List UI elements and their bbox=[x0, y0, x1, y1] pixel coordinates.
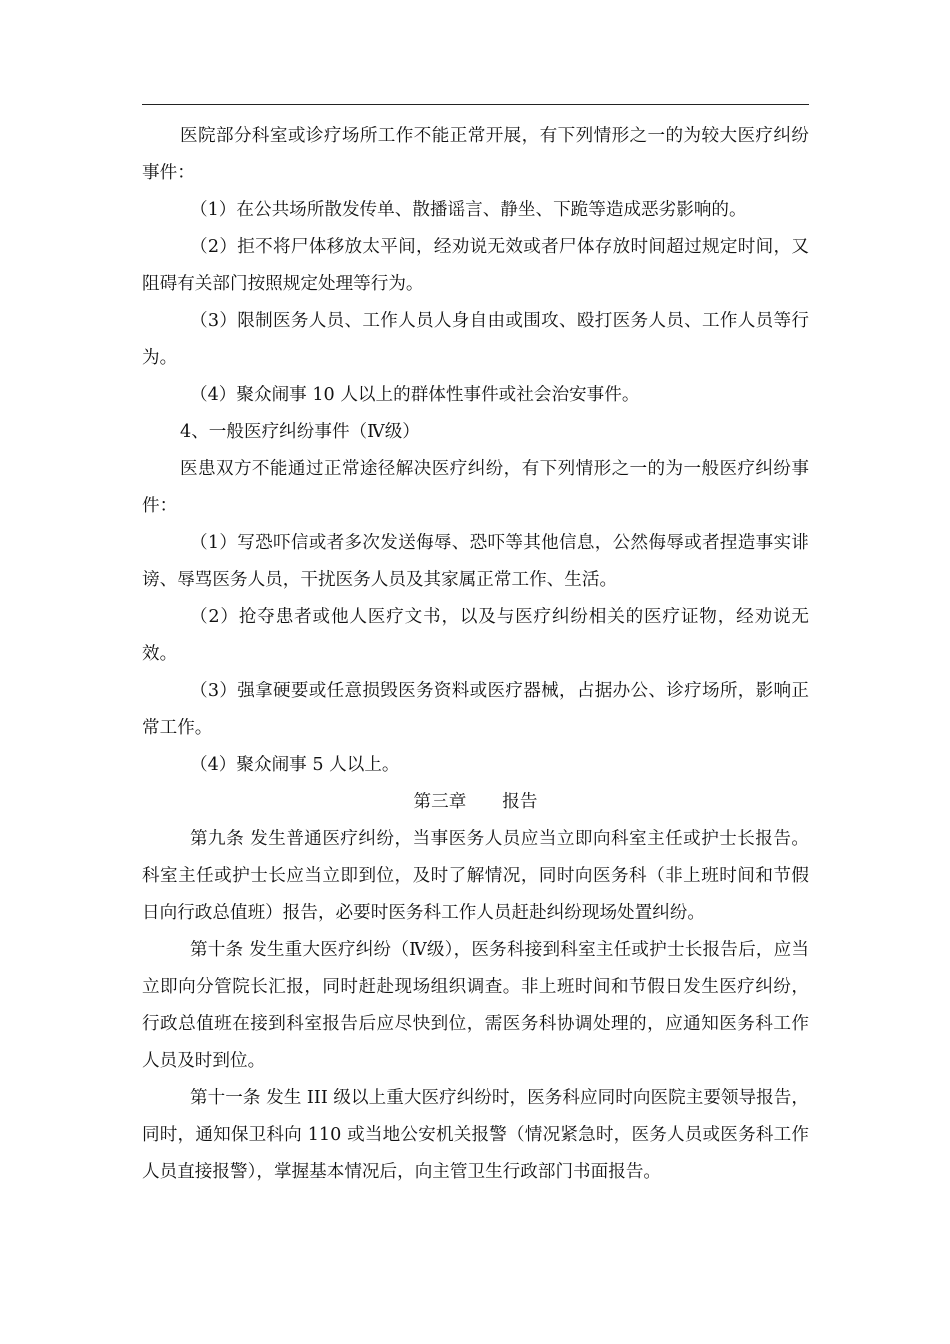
article-paragraph: 第九条 发生普通医疗纠纷，当事医务人员应当立即向科室主任或护士长报告。科室主任或护士长应当立即到位，及时了解情况，同时向医务科（非上班时间和节假日向行政总值班）报告，必要时医务科工作人员赶赴纠纷现场处置纠纷。 bbox=[142, 829, 809, 923]
chapter-title: 报告 bbox=[502, 792, 538, 812]
list-item: （1）在公共场所散发传单、散播谣言、静坐、下跪等造成恶劣影响的。 bbox=[190, 200, 747, 220]
chapter-heading bbox=[142, 784, 809, 821]
document-body bbox=[142, 118, 809, 1191]
article-paragraph: 第十一条 发生 III 级以上重大医疗纠纷时，医务科应同时向医院主要领导报告，同时，通知保卫科向 110 或当地公安机关报警（情况紧急时，医务人员或医务科工作人员直接报警），掌握基本情况后，向主管卫生行政部门书面报告。 bbox=[142, 1088, 809, 1182]
list-item: （2）拒不将尸体移放太平间，经劝说无效或者尸体存放时间超过规定时间，又阻碍有关部门按照规定处理等行为。 bbox=[142, 237, 809, 294]
list-item: （3）强拿硬要或任意损毁医务资料或医疗器械，占据办公、诊疗场所，影响正常工作。 bbox=[142, 681, 809, 738]
paragraph: 医院部分科室或诊疗场所工作不能正常开展，有下列情形之一的为较大医疗纠纷事件： bbox=[142, 126, 809, 183]
section-heading: 4、一般医疗纠纷事件（Ⅳ级） bbox=[180, 422, 420, 442]
list-item: （1）写恐吓信或者多次发送侮辱、恐吓等其他信息，公然侮辱或者捏造事实诽谤、辱骂医务人员，干扰医务人员及其家属正常工作、生活。 bbox=[142, 533, 809, 590]
header-rule bbox=[142, 104, 809, 105]
list-item: （3）限制医务人员、工作人员人身自由或围攻、殴打医务人员、工作人员等行为。 bbox=[142, 311, 809, 368]
list-item: （2）抢夺患者或他人医疗文书，以及与医疗纠纷相关的医疗证物，经劝说无效。 bbox=[142, 607, 809, 664]
chapter-number: 第三章 bbox=[413, 792, 467, 812]
article-paragraph: 第十条 发生重大医疗纠纷（Ⅳ级），医务科接到科室主任或护士长报告后，应当立即向分管院长汇报，同时赶赴现场组织调查。非上班时间和节假日发生医疗纠纷，行政总值班在接到科室报告后应尽快到位，需医务科协调处理的，应通知医务科工作人员及时到位。 bbox=[142, 940, 809, 1071]
paragraph: 医患双方不能通过正常途径解决医疗纠纷，有下列情形之一的为一般医疗纠纷事件： bbox=[142, 459, 809, 516]
list-item: （4）聚众闹事 10 人以上的群体性事件或社会治安事件。 bbox=[190, 385, 640, 405]
list-item: （4）聚众闹事 5 人以上。 bbox=[190, 755, 400, 775]
